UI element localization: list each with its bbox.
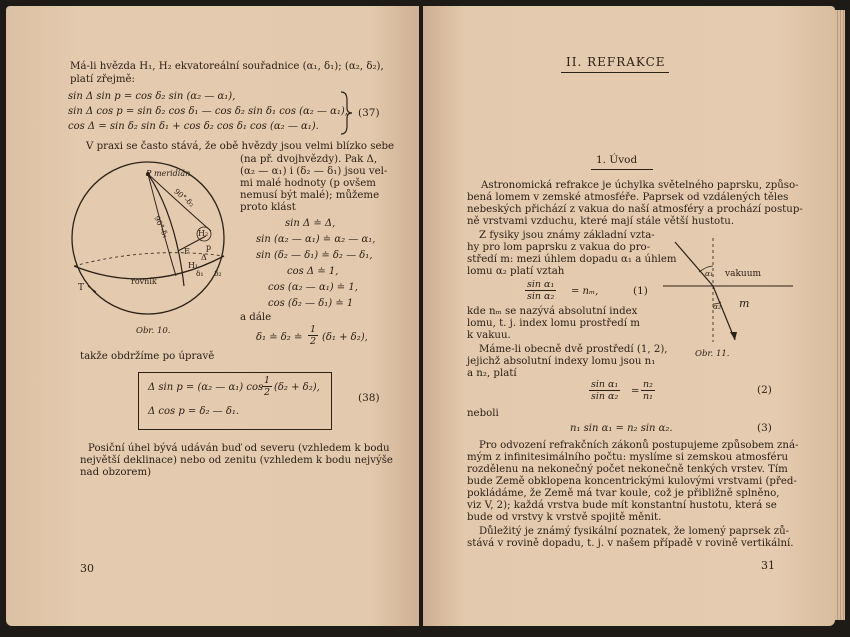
figure-label-d2: δ₂: [214, 269, 222, 278]
page-number: 30: [80, 562, 94, 575]
celestial-sphere-figure: [66, 156, 236, 326]
text-line: a n₂, platí: [467, 368, 517, 379]
approx-line: sin Δ ≐ Δ,: [285, 218, 336, 229]
fraction: [262, 375, 272, 398]
fraction-bottom: n₁: [643, 391, 653, 402]
fraction-top: n₂: [643, 379, 653, 390]
text-line: rozdělenu na nekonečný počet nekonečně tenkých vrstev. Tím: [467, 464, 788, 475]
text-line: k vakuu.: [467, 330, 511, 341]
text-line: mi malé hodnoty (p ovšem: [240, 178, 376, 189]
text-line: Má-li hvězda H₁, H₂ ekvatoreální souřadnice (α₁, δ₁); (α₂, δ₂),: [70, 61, 384, 72]
fraction-top: 1: [310, 324, 317, 335]
text-line: jejichž absolutní indexy lomu jsou n₁: [467, 356, 656, 367]
equation-2-lhs: [589, 379, 620, 402]
figure-label-90-d1: 90°-δ₁: [152, 214, 171, 240]
fraction-bottom: sin α₂: [591, 391, 619, 402]
equation-37-line: cos Δ = sin δ₂ sin δ₁ + cos δ₂ cos δ₁ cos (α₂ — α₁).: [68, 121, 319, 132]
equation-38-box: [138, 372, 332, 430]
equation-number: (1): [633, 285, 648, 297]
text-line: takže obdržíme po úpravě: [80, 351, 215, 362]
approx2-right: (δ₁ + δ₂),: [322, 332, 368, 343]
left-page: [6, 6, 419, 626]
text-line: Pro odvození refrakčních zákonů postupujeme způsobem zná-: [479, 440, 799, 451]
approx-line: sin (α₂ — α₁) ≐ α₂ — α₁,: [256, 234, 376, 245]
title-underline: [561, 72, 669, 73]
approx-line: sin (δ₂ — δ₁) ≐ δ₂ — δ₁,: [256, 250, 373, 261]
text-line: stává v rovině dopadu, t. j. v našem případě v rovině vertikální.: [467, 538, 794, 549]
fraction-bottom: 2: [310, 336, 317, 347]
equation-37-line: sin Δ cos p = sin δ₂ cos δ₁ — cos δ₂ sin δ₁ cos (α₂ — α₁),: [68, 106, 348, 117]
text-line: (α₂ — α₁) i (δ₂ — δ₁) jsou vel-: [240, 166, 388, 177]
text-line: hy pro lom paprsku z vakua do pro-: [467, 242, 651, 253]
text-line: Z fysiky jsou známy základní vzta-: [479, 230, 655, 241]
figure-label-t: T: [78, 283, 85, 293]
text-line: neboli: [467, 408, 499, 419]
approx-line: cos Δ ≐ 1,: [287, 266, 339, 277]
text-line: pokládáme, že Země má tvar koule, což je přibližně splněno,: [467, 488, 780, 499]
page-number: 31: [761, 559, 775, 572]
text-line: kde nₘ se nazývá absolutní index: [467, 306, 638, 317]
text-line: ně vrstvami vzduchu, které mají stále větší hustotu.: [467, 216, 735, 227]
equals-sign: =: [631, 386, 640, 397]
equation-3: n₁ sin α₁ = n₂ sin α₂.: [570, 423, 673, 434]
section-underline: [591, 169, 653, 170]
text-line: V praxi se často stává, že obě hvězdy jsou velmi blízko sebe: [86, 141, 395, 152]
chapter-title: II. REFRAKCE: [566, 55, 666, 69]
text-line: bude Země obklopena koncentrickými kulovými vrstvami (před-: [467, 476, 797, 487]
text-line: lomu α₂ platí vztah: [467, 266, 565, 277]
text-line: středí m: mezi úhlem dopadu α₁ a úhlem: [467, 254, 677, 265]
equation-number: (37): [358, 107, 380, 119]
text-line: nad obzorem): [80, 467, 152, 478]
text-line: platí zřejmě:: [70, 74, 135, 85]
equation-number: (38): [358, 392, 380, 404]
fraction-bottom: sin α₂: [527, 291, 555, 302]
equation-1-fraction: [525, 279, 556, 302]
text-line: viz V, 2); každá vrstva bude mít konstantní hustotu, která se: [467, 500, 777, 511]
equation-37-line: sin Δ sin p = cos δ₂ sin (α₂ — α₁),: [68, 91, 236, 102]
figure-label-rovnik: rovník: [131, 277, 157, 286]
figure-caption: Obr. 11.: [695, 349, 730, 359]
fraction-bottom: 2: [264, 387, 271, 398]
text-line: bená lomem v zemské atmosféře. Paprsek od vzdálených těles: [467, 192, 789, 203]
figure-label-p-meridian: P meridián: [146, 169, 191, 178]
text-line: bude od vrstvy k vrstvě spojitě měnit.: [467, 512, 662, 523]
text-line: Důležitý je známý fysikální poznatek, že lomený paprsek zů-: [479, 526, 790, 537]
approx-line: cos (δ₂ — δ₁) ≐ 1: [268, 298, 354, 309]
figure-label-delta: Δ: [201, 253, 207, 262]
text-line: Astronomická refrakce je úchylka světelného paprsku, způso-: [481, 180, 799, 191]
brace-icon: [339, 90, 353, 136]
fraction: [308, 324, 318, 347]
text-line: Máme-li obecně dvě prostředí (1, 2),: [479, 344, 668, 355]
equation-38-line2: Δ cos p = δ₂ — δ₁.: [148, 406, 240, 417]
figure-label-a1: α₁: [705, 269, 714, 278]
section-title: 1. Úvod: [596, 154, 638, 166]
equation-2-rhs: [641, 379, 655, 402]
fraction-top: sin α₁: [527, 279, 555, 290]
figure-label-a2: α₂: [713, 302, 722, 311]
figure-caption: Obr. 10.: [136, 326, 171, 336]
figure-label-h1: H₁: [188, 261, 199, 270]
equation-number: (3): [757, 422, 772, 434]
text-line: nemusí být malé); můžeme: [240, 190, 380, 201]
figure-label-h2: H₂: [198, 229, 209, 238]
equation-38-line1-rest: (δ₂ + δ₂),: [274, 382, 320, 393]
refraction-figure: [663, 232, 803, 352]
text-line: (na př. dvojhvězdy). Pak Δ,: [240, 154, 378, 165]
equation-1-rhs: = nₘ,: [571, 286, 599, 297]
text-line: lomu, t. j. index lomu prostředí m: [467, 318, 640, 329]
right-page: [423, 6, 835, 626]
page-edge: [835, 10, 845, 620]
figure-label-m: m: [739, 297, 750, 310]
equation-38-line1: Δ sin p = (α₂ — α₁) cos: [148, 382, 264, 393]
equation-number: (2): [757, 384, 772, 396]
approx-line: cos (α₂ — α₁) ≐ 1,: [268, 282, 358, 293]
fraction-top: sin α₁: [591, 379, 619, 390]
text-line: nebeských přichází z vakua do naší atmosféry a prochází postup-: [467, 204, 803, 215]
figure-label-d1: δ₁: [196, 269, 204, 278]
figure-label-f: F: [184, 247, 190, 256]
text-line: a dále: [240, 312, 272, 323]
text-line: mým z infinitesimálního počtu: myslíme si zemskou atmosféru: [467, 452, 789, 463]
fraction-top: 1: [264, 375, 271, 386]
approx2-left: δ₁ ≐ δ₂ ≐: [256, 332, 303, 343]
figure-label-vakuum: vakuum: [725, 269, 762, 279]
text-line: proto klást: [240, 202, 296, 213]
text-line: Posiční úhel bývá udáván buď od severu (vzhledem k bodu: [88, 443, 390, 454]
figure-label-p: p: [206, 243, 212, 252]
text-line: největší deklinace) nebo od zenitu (vzhledem k bodu nejvýše: [80, 455, 393, 466]
figure-label-90-d2: 90°-δ₂: [172, 186, 197, 209]
